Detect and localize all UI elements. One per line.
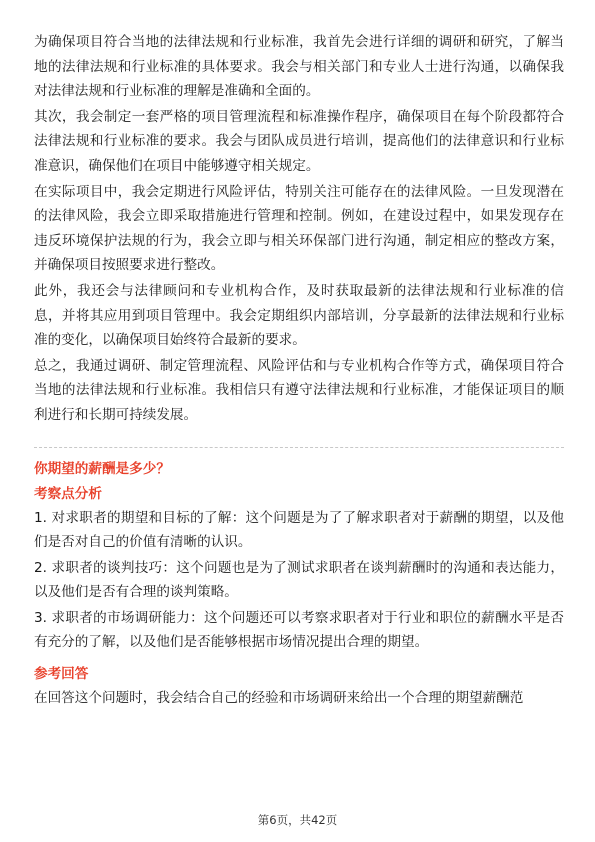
analysis-item-2: 2. 求职者的谈判技巧：这个问题也是为了测试求职者在谈判薪酬时的沟通和表达能力，以及他们是否有合理的谈判策略。 bbox=[34, 559, 564, 601]
body-paragraph-3: 在实际项目中，我会定期进行风险评估，特别关注可能存在的法律风险。一旦发现潜在的法律风险，我会立即采取措施进行管理和控制。例如，在建设过程中，如果发现存在违反环境保护法规的行为，我会立即与相关环保部门进行沟通，制定相应的整改方案，并确保项目按照要求进行整改。 bbox=[34, 183, 564, 274]
analysis-item-1: 1. 对求职者的期望和目标的了解：这个问题是为了了解求职者对于薪酬的期望，以及他们是否对自己的价值有清晰的认识。 bbox=[34, 509, 564, 551]
body-paragraph-1: 为确保项目符合当地的法律法规和行业标准，我首先会进行详细的调研和研究，了解当地的法律法规和行业标准的具体要求。我会与相关部门和专业人士进行沟通，以确保我对法律法规和行业标准的理解是准确和全面的。 bbox=[34, 34, 564, 100]
answer-paragraph: 在回答这个问题时，我会结合自己的经验和市场调研来给出一个合理的期望薪酬范 bbox=[34, 690, 524, 707]
page-content bbox=[34, 30, 564, 712]
body-paragraph-4: 此外，我还会与法律顾问和专业机构合作，及时获取最新的法律法规和行业标准的信息，并将其应用到项目管理中。我会定期组织内部培训，分享最新的法律法规和行业标准的变化，以确保项目始终符合最新的要求。 bbox=[34, 282, 564, 349]
analysis-item-3: 3. 求职者的市场调研能力：这个问题还可以考察求职者对于行业和职位的薪酬水平是否有充分的了解，以及他们是否能够根据市场情况提出合理的期望。 bbox=[34, 609, 564, 651]
analysis-heading: 考察点分析 bbox=[34, 485, 102, 502]
body-paragraph-2: 其次，我会制定一套严格的项目管理流程和标准操作程序，确保项目在每个阶段都符合法律法规和行业标准的要求。我会与团队成员进行培训，提高他们的法律意识和行业标准意识，确保他们在项目中能够遵守相关规定。 bbox=[34, 108, 564, 174]
section-divider bbox=[34, 447, 564, 448]
page-number-footer: 第6页，共42页 bbox=[257, 813, 338, 827]
body-paragraph-5: 总之，我通过调研、制定管理流程、风险评估和与专业机构合作等方式，确保项目符合当地的法律法规和行业标准。我相信只有遵守法律法规和行业标准，才能保证项目的顺利进行和长期可持续发展。 bbox=[34, 357, 564, 423]
question-heading: 你期望的薪酬是多少？ bbox=[34, 460, 170, 477]
answer-heading: 参考回答 bbox=[34, 666, 89, 683]
